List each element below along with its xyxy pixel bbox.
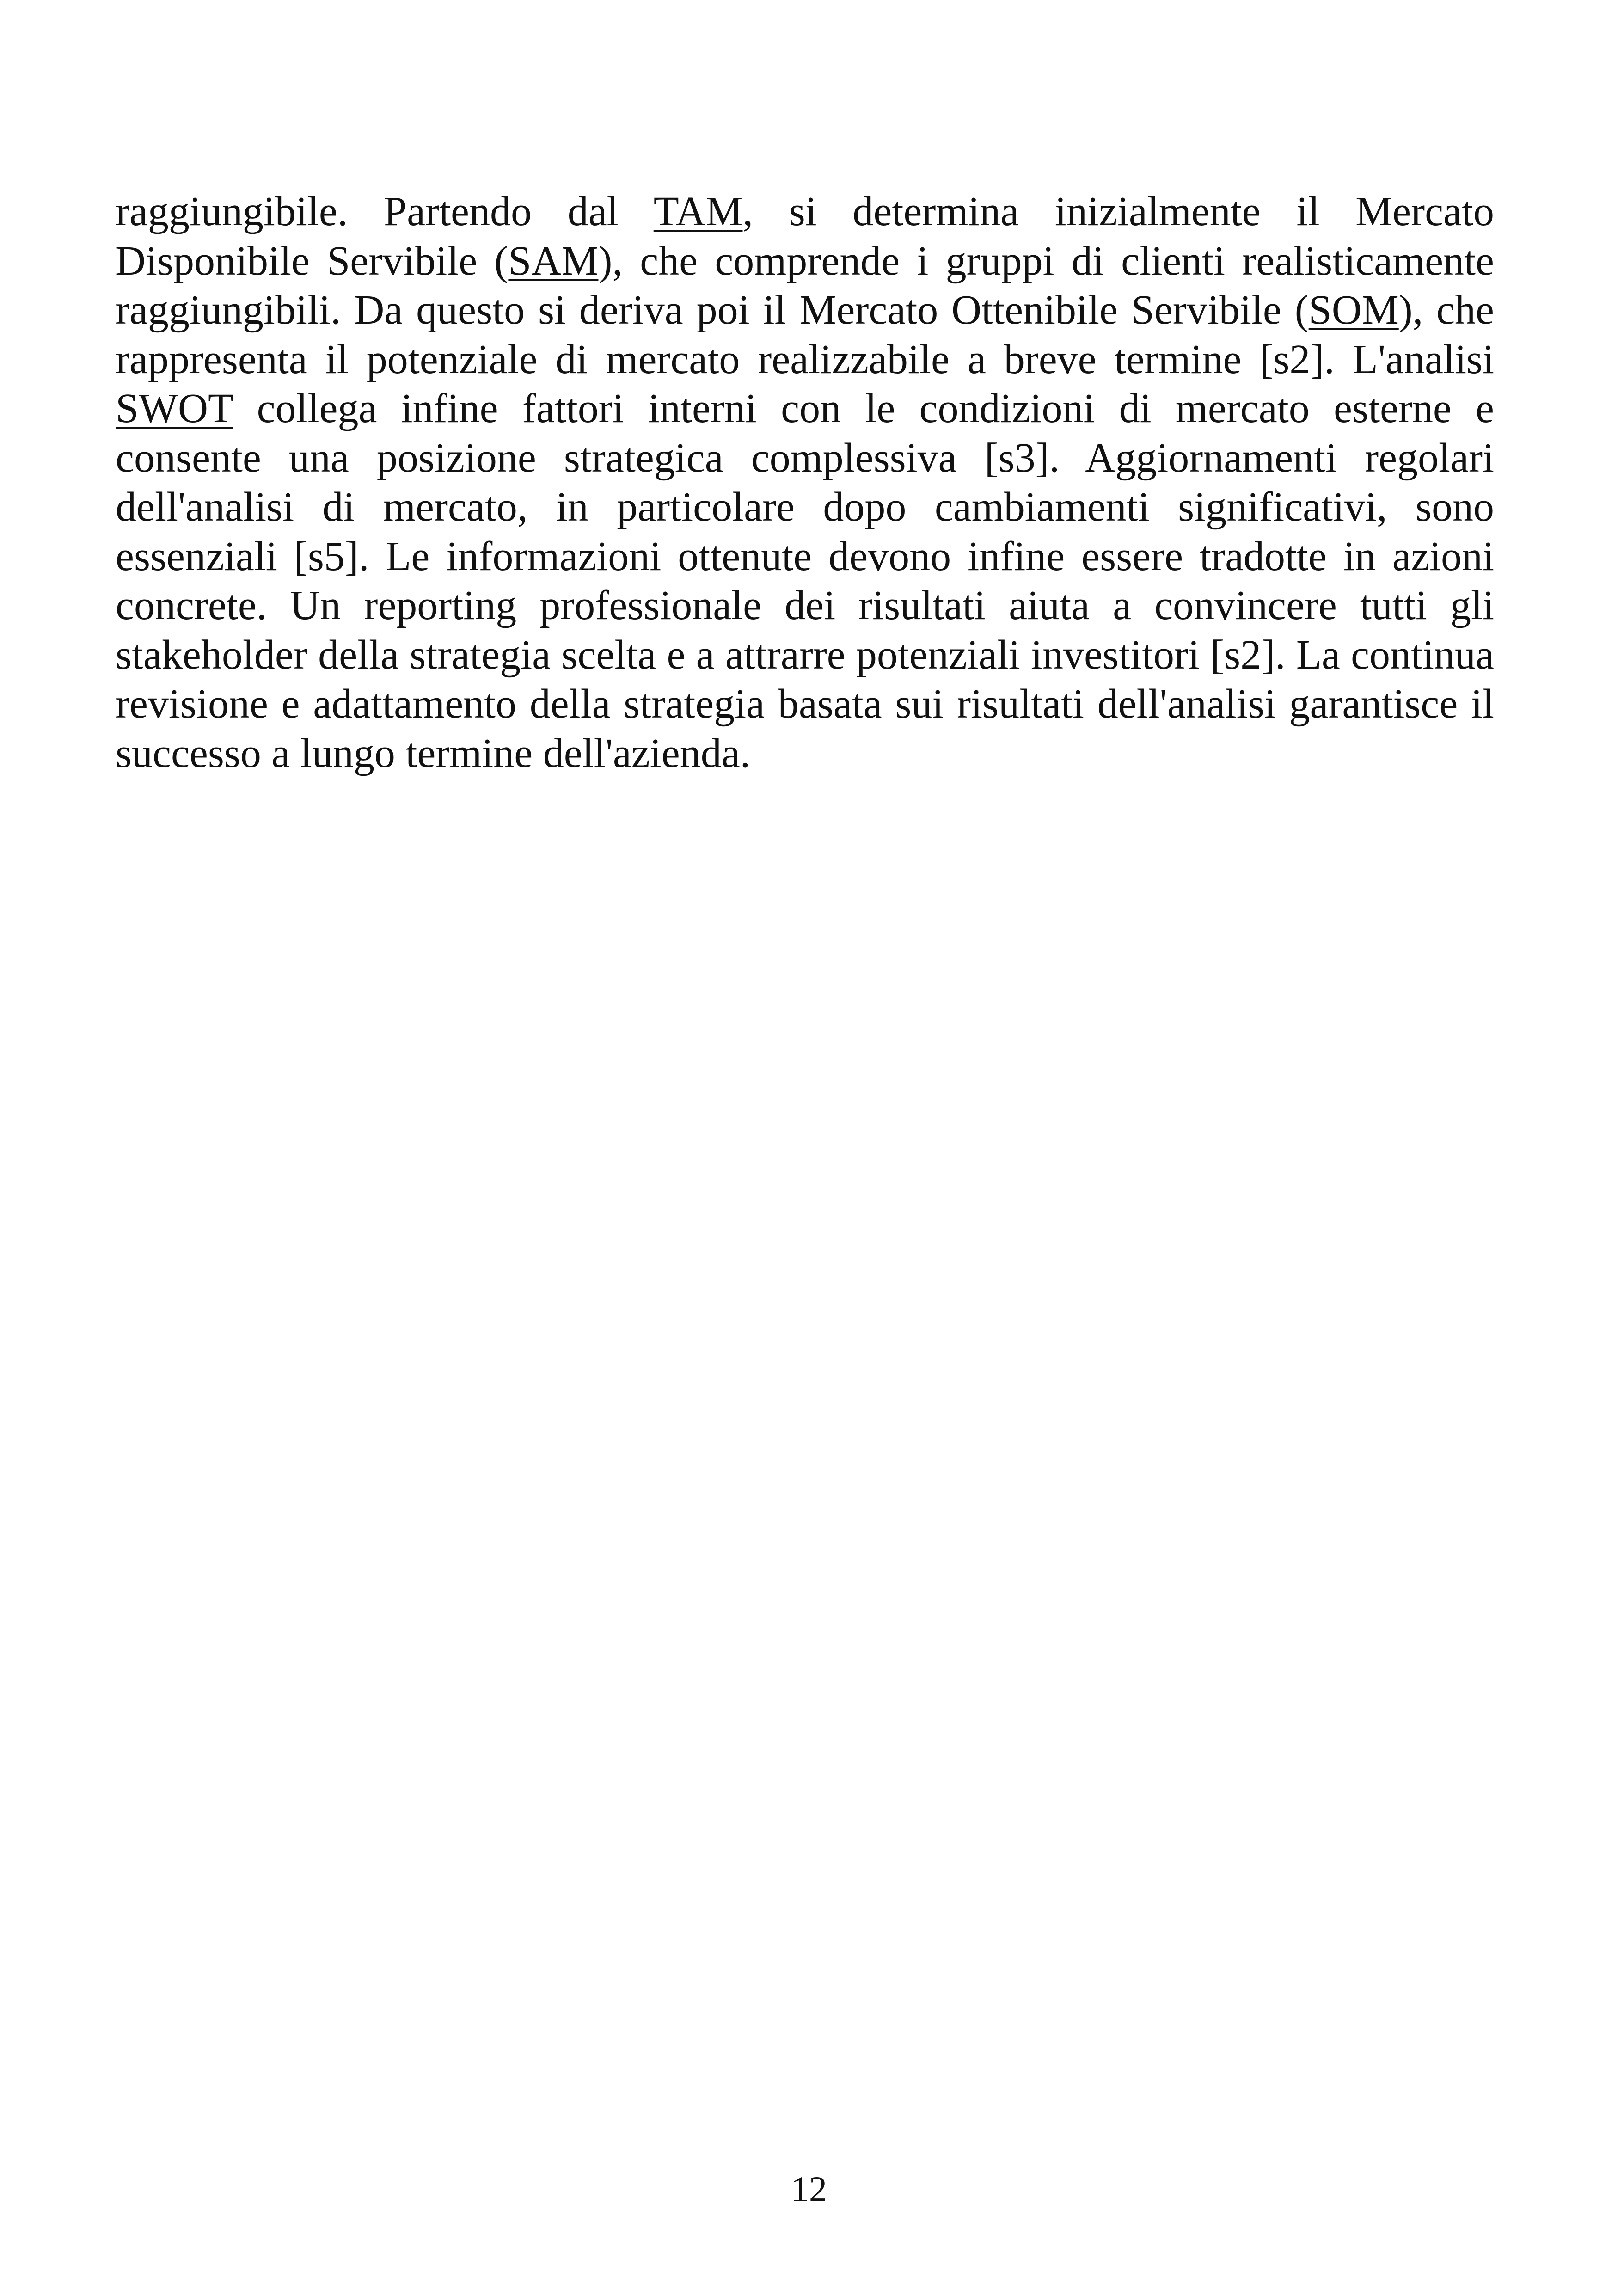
text-segment: raggiungibile. Partendo dal xyxy=(116,189,654,234)
body-paragraph xyxy=(116,187,1494,778)
text-segment: ), che rappresenta il potenziale di mercato realizzabile a breve termine [s2]. L'analisi xyxy=(116,287,1494,382)
term-som-link[interactable]: SOM xyxy=(1308,287,1399,333)
term-swot-link[interactable]: SWOT xyxy=(116,386,233,431)
page-number: 12 xyxy=(791,2169,827,2209)
term-sam-link[interactable]: SAM xyxy=(508,238,599,284)
term-tam-link[interactable]: TAM xyxy=(653,189,743,234)
text-segment: ), che comprende i gruppi di clienti realisticamente raggiungibili. Da questo si deriva poi il Mercato Ottenibile Servibile ( xyxy=(116,238,1494,333)
text-segment: , si determina inizialmente il Mercato Disponibile Servibile ( xyxy=(116,189,1494,284)
text-segment: collega infine fattori interni con le condizioni di mercato esterne e consente una posizione strategica complessiva [s3]. Aggiornamenti regolari dell'analisi di mercato, in particolare dopo cambiamenti significativi, sono essenziali [s5]. Le informazioni ottenute devono infine essere tradotte in azioni concrete. Un reporting professionale dei risultati aiuta a convincere tutti gli stakeholder della strategia scelta e a attrarre potenziali investitori [s2]. La continua revisione e adattamento della strategia basata sui risultati dell'analisi garantisce il successo a lungo termine dell'azienda. xyxy=(116,386,1494,776)
